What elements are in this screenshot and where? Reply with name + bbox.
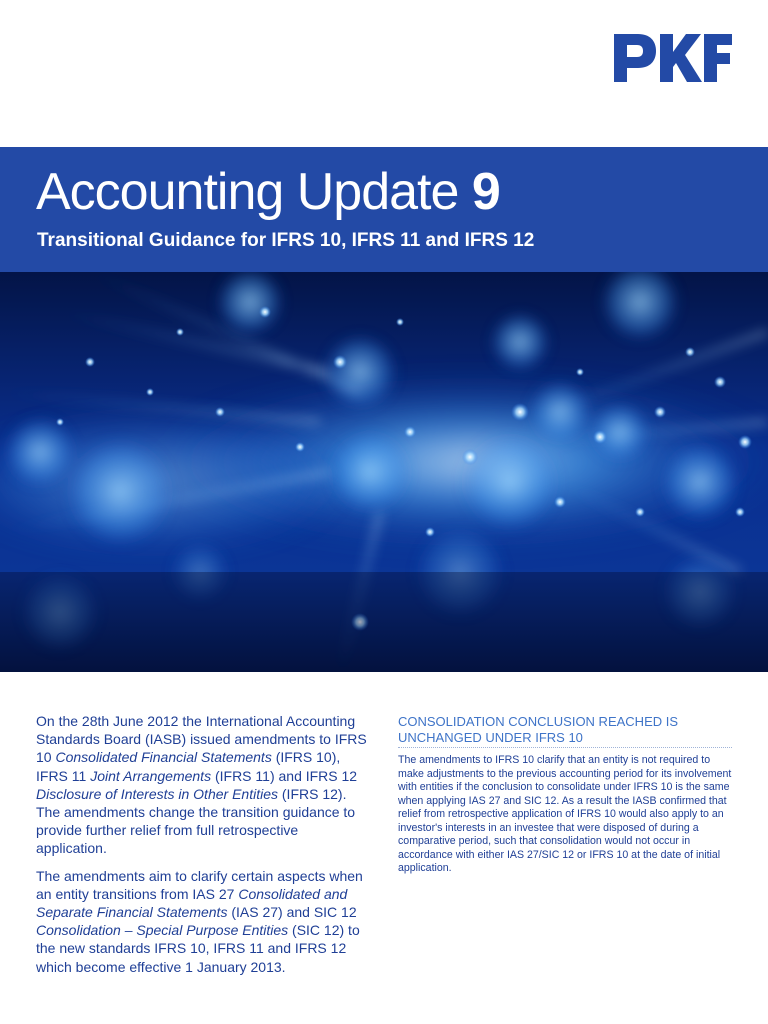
paragraph-text: (IFRS 12). The amendments change the transition guidance to provide further relief from full retrospective application. (36, 785, 356, 857)
intro-paragraph-2 (36, 867, 372, 976)
consolidation-section (398, 714, 734, 876)
hero-image (0, 272, 768, 672)
section-body: The amendments to IFRS 10 clarify that an entity is not required to make adjustments to the previous accounting period for its involvement with entities if the conclusion to consolidate under IFRS 10 is the same when applying IAS 27 and SIC 12. As a result the IASB confirmed that relief from retrospective application of IFRS 10 would also apply to an investor's interests in an investee that were disposed of during a comparative period, such that consolidation would not occur in accordance with either IAS 27/SIC 12 or IFRS 10 at the date of initial application. (398, 754, 732, 874)
italic-title-text: Joint Arrangements (90, 767, 212, 784)
issue-number: 9 (471, 163, 500, 221)
title-banner (0, 147, 768, 272)
paragraph-text: (SIC 12) to the new standards IFRS 10, IFRS 11 and IFRS 12 which become effective 1 January 2013. (36, 922, 360, 975)
paragraph-text: On the 28th June 2012 the International Accounting Standards Board (IASB) issued amendments to IFRS 10 (36, 713, 367, 766)
intro-paragraph-1 (36, 712, 372, 858)
title-text: Accounting Update (36, 163, 459, 221)
fiber-optic-image (0, 272, 768, 672)
paragraph-text: (IAS 27) and SIC 12 (227, 904, 357, 921)
italic-title-text: Consolidated Financial Statements (55, 749, 272, 766)
paragraph-text: The amendments aim to clarify certain aspects when an entity transitions from IAS 27 (36, 867, 363, 902)
page-title (36, 157, 500, 227)
pkf-logo (612, 30, 734, 86)
italic-title-text: Disclosure of Interests in Other Entities (36, 785, 278, 802)
intro-column (36, 712, 372, 985)
italic-title-text: Consolidated and Separate Financial Statements (36, 885, 348, 921)
italic-title-text: Consolidation – Special Purpose Entities (36, 922, 289, 939)
section-heading: CONSOLIDATION CONCLUSION REACHED IS UNCHANGED UNDER IFRS 10 (398, 714, 679, 745)
heading-divider (398, 747, 732, 748)
paragraph-text: (IFRS 10), IFRS 11 (36, 749, 341, 784)
pkf-logo-mark (612, 30, 734, 86)
paragraph-text: (IFRS 11) and IFRS 12 (211, 767, 358, 784)
page-subtitle: Transitional Guidance for IFRS 10, IFRS 11 and IFRS 12 (37, 230, 535, 251)
